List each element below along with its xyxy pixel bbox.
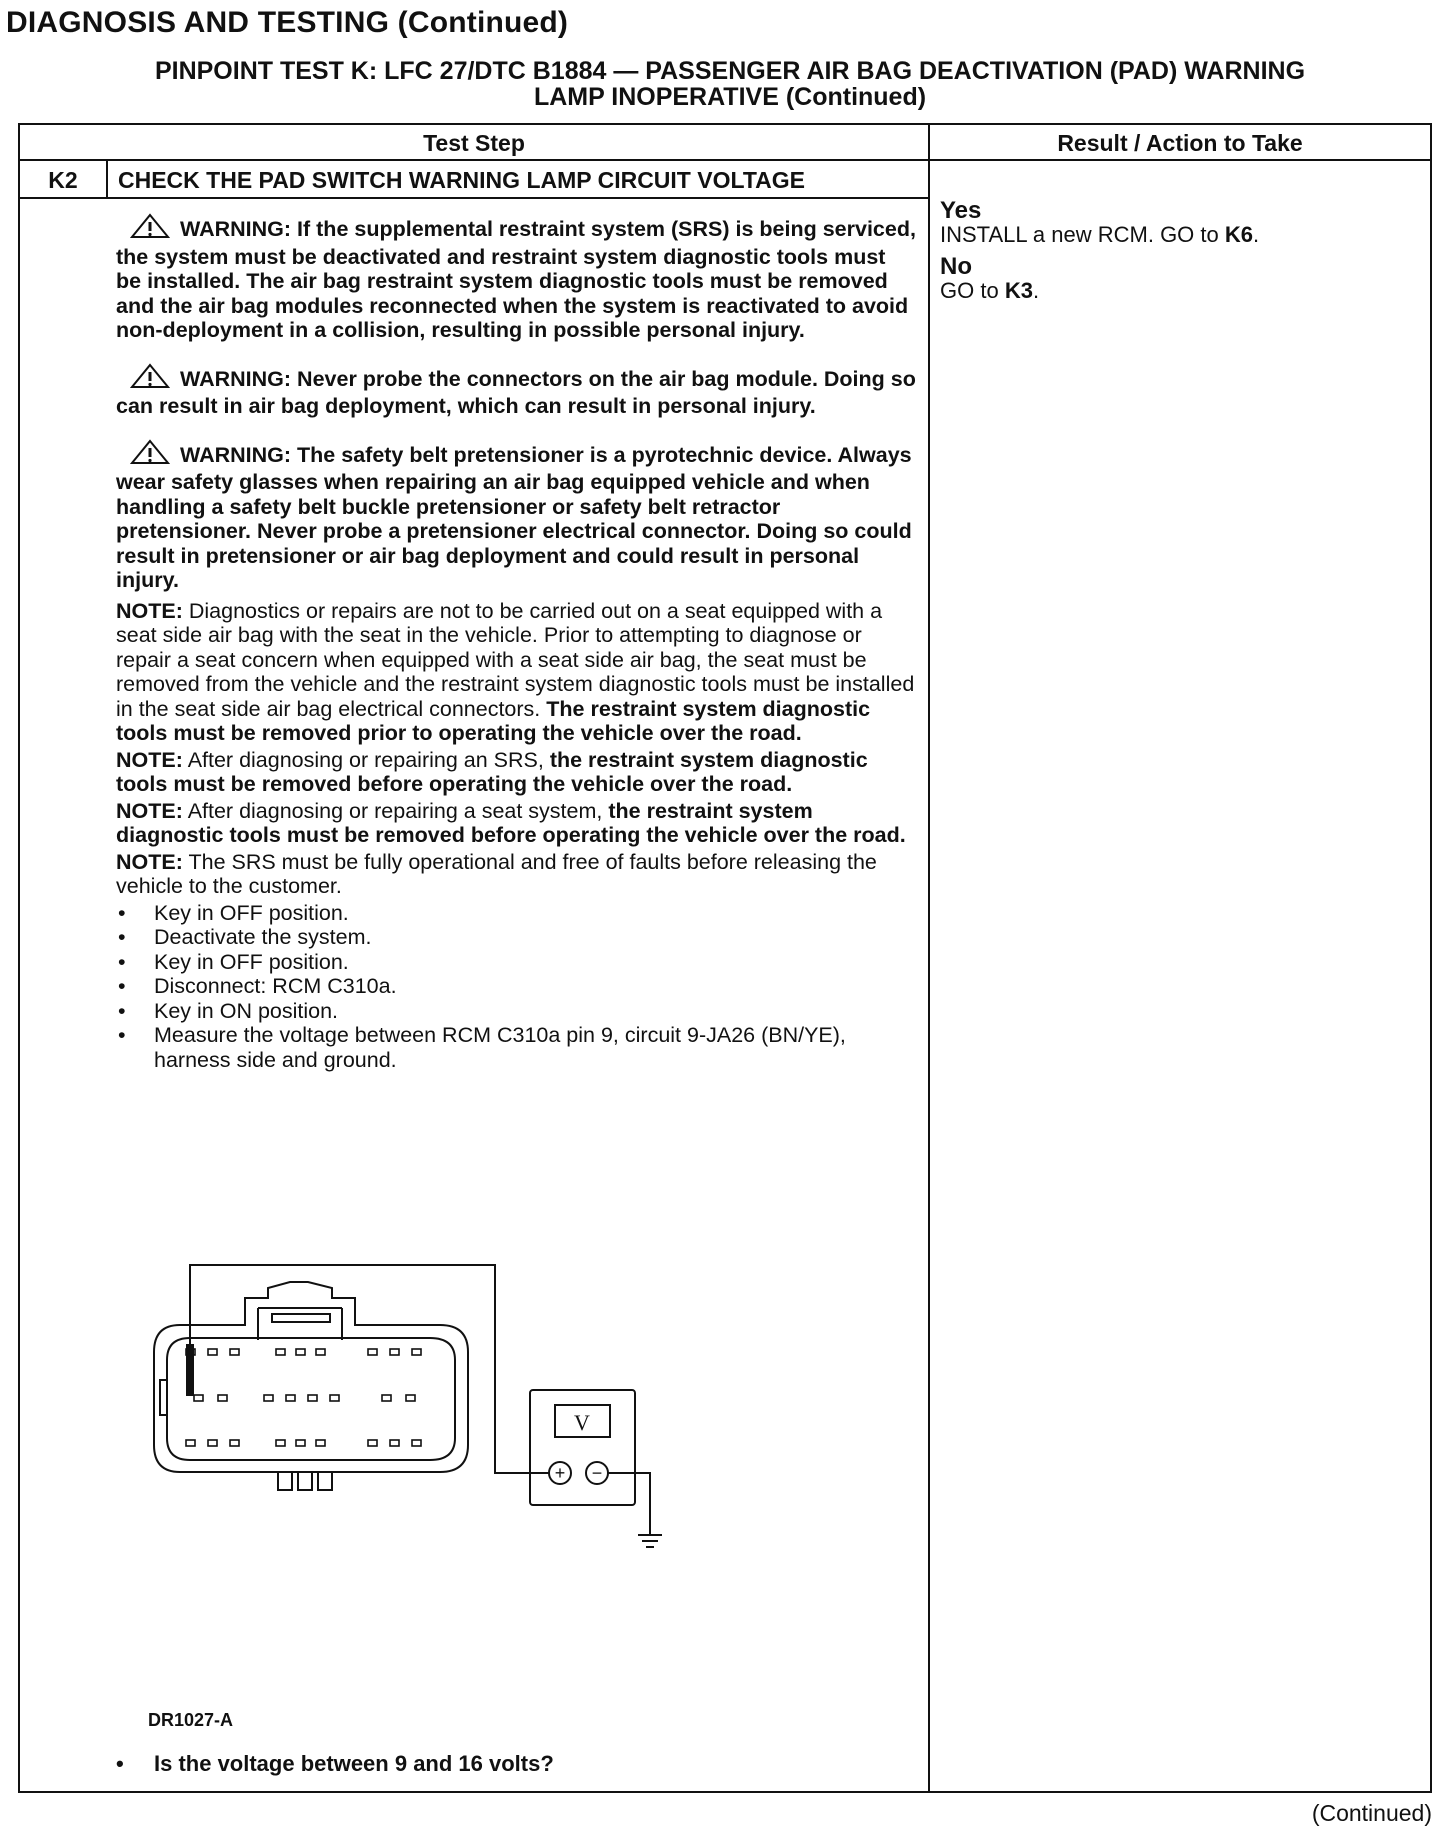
result-yes-action — [940, 223, 1420, 247]
continued-footer: (Continued) — [1311, 1800, 1432, 1826]
result-yes-target: K6 — [1224, 222, 1253, 247]
voltmeter-body — [530, 1390, 635, 1505]
test-question: • Is the voltage between 9 and 16 volts? — [116, 1751, 554, 1777]
list-item: • Key in OFF position. — [116, 901, 916, 926]
note-1-bold: The restraint system diagnostic tools must be removed prior to operating the vehicle over the road. — [116, 696, 871, 745]
warning-triangle-icon — [130, 439, 170, 471]
period: . — [1253, 222, 1260, 247]
ground-icon — [638, 1535, 662, 1547]
list-item: • Measure the voltage between RCM C310a pin 9, circuit 9-JA26 (BN/YE), harness side and ground. — [116, 1023, 916, 1072]
pinpoint-test-title — [40, 58, 1420, 110]
connector-tabs — [278, 1472, 332, 1490]
note-label: NOTE: — [116, 747, 183, 772]
result-column — [940, 199, 1420, 303]
note-2-bold: the restraint system diagnostic tools must be removed before operating the vehicle over the road. — [116, 747, 868, 796]
warning-pretensioner — [116, 439, 916, 593]
note-1-text: Diagnostics or repairs are not to be carried out on a seat equipped with a seat side air bag with the seat in the vehicle. Prior to attempting to diagnose or repair a seat concern when equipped with a seat side air bag, the seat must be removed from the vehicle and the restraint system diagnostic tools must be installed in the seat side air bag electrical connectors. — [116, 598, 915, 721]
step-id-separator — [106, 161, 108, 197]
connector-voltmeter-diagram — [150, 1190, 790, 1715]
note-srs-operational — [116, 850, 916, 899]
figure-label: DR1027-A — [148, 1710, 234, 1730]
note-label: NOTE: — [116, 598, 183, 623]
result-yes-label: Yes — [940, 197, 982, 224]
warning-srs-text: WARNING: If the supplemental restraint system (SRS) is being serviced, the system must be deactivated and restraint system diagnostic tools must be installed. The air bag restraint system diagnostic tools must be removed and the air bag modules reconnected when the system is reactivated to avoid non-deployment in a collision, resulting in possible personal injury. — [116, 217, 916, 342]
test-title-line1: PINPOINT TEST K: LFC 27/DTC B1884 — PASSENGER AIR BAG DEACTIVATION (PAD) WARNING — [154, 57, 1306, 85]
connector-latch — [258, 1308, 342, 1340]
step-body — [116, 201, 916, 1072]
list-item: • Disconnect: RCM C310a. — [116, 974, 916, 999]
step-title: CHECK THE PAD SWITCH WARNING LAMP CIRCUIT VOLTAGE — [118, 167, 806, 193]
note-after-srs — [116, 748, 916, 797]
list-item: • Key in ON position. — [116, 999, 916, 1024]
note-4-text: The SRS must be fully operational and free of faults before releasing the vehicle to the customer. — [116, 849, 877, 898]
warning-pretensioner-text: WARNING: The safety belt pretensioner is a pyrotechnic device. Always wear safety glasses when repairing an air bag equipped vehicle and when handling a safety belt buckle pretensioner or safety belt retractor pretensioner. Never probe a pretensioner electrical connector. Doing so could result in pretensioner or air bag deployment and could result in personal injury. — [116, 442, 912, 592]
note-label: NOTE: — [116, 849, 183, 874]
result-no-target: K3 — [1004, 278, 1033, 303]
connector-side-key — [160, 1380, 167, 1415]
warning-triangle-icon — [130, 213, 170, 245]
warning-triangle-icon — [130, 363, 170, 395]
result-no-text: GO to — [940, 278, 999, 303]
step-divider — [20, 197, 928, 199]
warning-probe — [116, 363, 916, 419]
note-3-bold: the restraint system diagnostic tools must be removed before operating the vehicle over the road. — [116, 798, 906, 847]
procedure-list — [116, 901, 916, 1073]
result-yes-text: INSTALL a new RCM. GO to — [940, 222, 1219, 247]
pin-cavities — [186, 1349, 421, 1446]
column-divider — [928, 125, 930, 1791]
diagram-svg — [150, 1190, 790, 1710]
pinpoint-test-table — [18, 123, 1432, 1793]
header-test-step: Test Step — [423, 130, 525, 156]
step-id: K2 — [48, 167, 78, 193]
warning-srs — [116, 213, 916, 343]
list-item: • Key in OFF position. — [116, 950, 916, 975]
result-no-action — [940, 279, 1420, 303]
note-seat-side-airbag — [116, 599, 916, 746]
note-2-text: After diagnosing or repairing an SRS, — [187, 747, 544, 772]
note-after-seat — [116, 799, 916, 848]
note-3-text: After diagnosing or repairing a seat system, — [187, 798, 603, 823]
list-item: • Deactivate the system. — [116, 925, 916, 950]
test-title-line2: LAMP INOPERATIVE (Continued) — [533, 83, 927, 111]
header-divider — [20, 159, 1430, 161]
header-result: Result / Action to Take — [1057, 130, 1303, 156]
probe-tip — [187, 1345, 193, 1395]
result-no-label: No — [940, 253, 972, 280]
warning-probe-text: WARNING: Never probe the connectors on the air bag module. Doing so can result in air bag deployment, which can result in personal injury. — [116, 366, 916, 418]
section-title: DIAGNOSIS AND TESTING (Continued) — [6, 6, 569, 39]
note-label: NOTE: — [116, 798, 183, 823]
plus-symbol: + — [554, 1463, 566, 1483]
voltmeter-symbol: V — [574, 1410, 590, 1435]
minus-symbol: − — [591, 1463, 603, 1483]
period: . — [1032, 278, 1040, 303]
